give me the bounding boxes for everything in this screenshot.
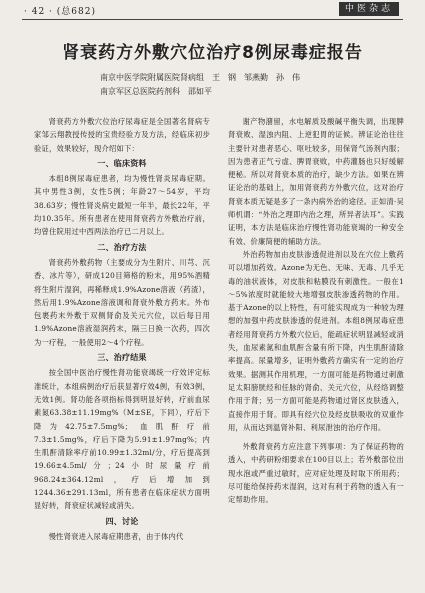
author-line-1: 南京中医学院附属医院肾病组 王 钢 邹燕勤 孙 伟 <box>100 73 300 82</box>
body-paragraph: 外治药物加由皮肤渗透促进剂以及在穴位上敷药可以增加药效。Azone为无色、无味、无毒、几乎无毒的油状液体，对皮肤和粘膜没有刺激性。一般在1～5%浓度时就能较大地增强皮肤渗透药物的作用。基于Azone的以上特性，有可能实现成为一种较为理想的加强中药皮肤渗透的促进剂。本组8例尿毒症患者经用肾衰药方外敷穴位后，能疏症状明显减轻或消失，血尿素氮和血肌酐含量有所下降，内生肌酐清除率提高。尿量增多，证明外敷药方确实有一定的治疗效果。据测其作用机理，一方面可能是药物通过刺激足太阳膀胱经和任脉的肾俞、关元穴位，从经络调整作用于肾；另一方面可能是药物通过肾区皮肤透入，直接作用于肾。即具有经穴位及经皮肤吸收的双重作用，从而达到温肾补阳、利尿泄浊的治疗作用。 <box>228 249 404 432</box>
section-heading: 四、讨论 <box>105 516 139 526</box>
right-column <box>228 115 404 507</box>
intro-paragraph: 肾衰药方外敷穴位治疗尿毒症是全国著名肾病专家邹云翔教授传授的宝贵经验方及方法，经临床初步验证，效果较好，现介绍如下： <box>34 117 210 153</box>
article-title: 肾衰药方外敷穴位治疗8例尿毒症报告 <box>62 43 363 63</box>
body-paragraph: 慢性肾衰进入尿毒症期患者，由于体内代 <box>48 531 184 541</box>
section-heading: 三、治疗结果 <box>97 353 147 363</box>
body-paragraph: 按全国中医治疗慢性肾功能衰竭统一疗效评定标准统计，本组病例治疗后获显著疗效4例，有效3例，无效1例。肾功能各项指标得到明显好转，疗前血尿素氮63.38±11.19mg%（M±SE，下同），疗后下降为42.75±7.5mg%；血肌酐疗前7.3±1.5mg%，疗后下降为5.91±1.97mg%；内生肌酐清除率疗前10.99±1.32ml/分，疗后提高到19.66±4.5ml/分；24小时尿量疗前968.24±364.12ml，疗后增加到1244.36±291.13ml，所有患者在临床症状方面明显好转，肾衰症状减轻或消失。 <box>34 368 210 511</box>
header-rule <box>22 19 403 20</box>
body-paragraph: 谢产物潴留，水电解质及酸碱平衡失调，出现脾肾衰败、湿浊内阻、上逆犯胃的证候。辨证论治往往主要针对患者恶心、呕吐较多，用保肾气汤剂内服；因为患者正气亏虚、脾胃衰败，中药灌肠也只好缓解便秘。所以对肾衰本质的治疗，缺少方法。如果在辨证论治的基础上，加用肾衰药方外敷穴位，这对治疗肾衰本质无疑是多了一条内病外治的途径。正如清·吴师机谓：“外治之理即内治之理，所异者法耳”。实践证明，本方法是临床治疗慢性肾功能衰竭的一种安全有效、价廉简便的辅助方法。 <box>228 117 404 246</box>
author-line-2: 南京军区总医院药剂科 邵如平 <box>100 87 212 96</box>
body-paragraph: 肾衰药外敷药物（主要成分为生附片、川芎、沉香、冰片等），研成120目筛格的粉末，用95%酒精将生附片湿润，再稀释成1.9%Azone溶液（药渣），然后用1.9%Azone溶液调和肾衰外敷方药末。外布包裹药末外敷于双侧肾俞及关元穴位，以后每日用1.9%Azone溶液湿润药末，隔三日换一次药，四次为一疗程，一般使用2～4个疗程。 <box>34 257 210 347</box>
running-head: · 42 · (总682) <box>24 7 96 17</box>
notes-paragraph: 外敷肾衰药方应注意下列事项：为了保证药物的透入，中药研粉细要求在100目以上；若外敷部位出现水泡或严重过敏时，应对症处理及时取下所用药；尽可能给保持药末湿润，这对有利于药物的透入有一定帮助作用。 <box>228 442 404 505</box>
left-column <box>34 115 210 543</box>
section-heading: 二、治疗方法 <box>97 242 147 252</box>
body-paragraph: 本组8例尿毒症患者，均为慢性肾炎尿毒症期。其中男性3例，女性5例；年龄27～54岁，平均38.63岁；慢性肾炎病史最短一年半，最长22年，平均10.35年。所有患者在使用肾衰药方外敷治疗前，均曾住院用过中西两法治疗已二月以上。 <box>34 174 210 237</box>
journal-name-badge: 中医杂志 <box>339 2 399 16</box>
section-heading: 一、临床资料 <box>97 158 147 168</box>
